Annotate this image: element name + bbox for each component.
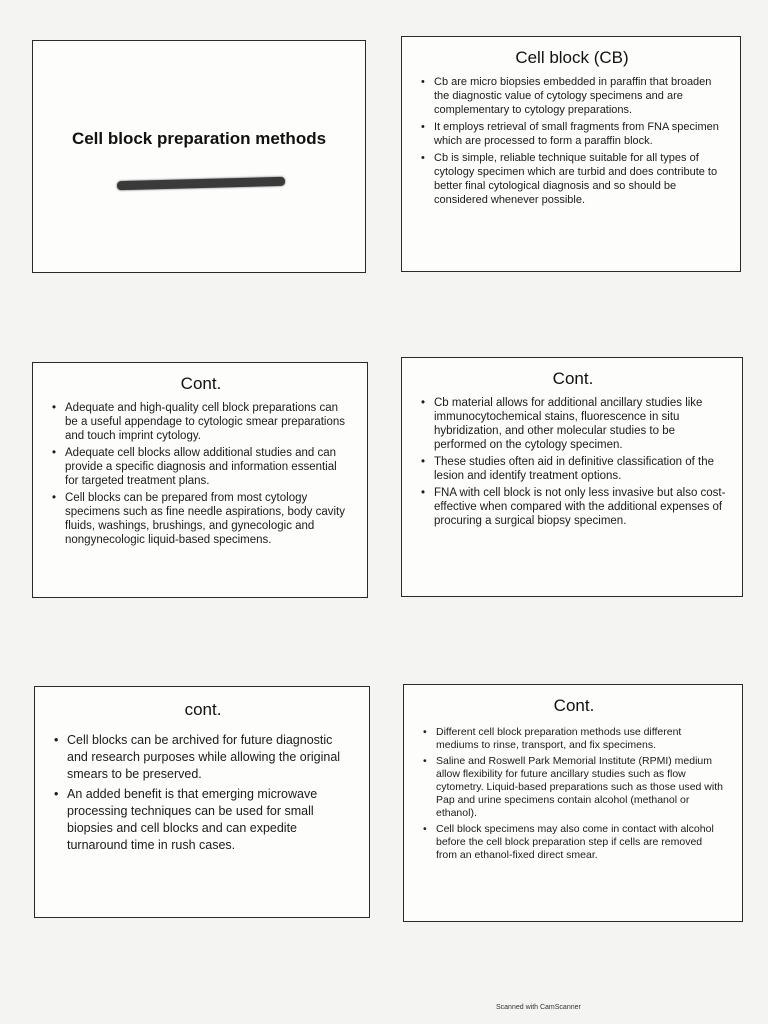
slide-cont-4 (403, 684, 743, 922)
bullet-item: • Cb material allows for additional ancillary studies like immunocytochemical stains, fluorescence in situ hybridization, and other molecular studies to be performed on the cytology specimen. (434, 396, 726, 452)
slide-cont-3 (34, 686, 370, 918)
bullet-list (53, 732, 353, 854)
slide-cont-2 (401, 357, 743, 597)
bullet-item: • Different cell block preparation methods use different mediums to rinse, transport, and fix specimens. (436, 726, 726, 752)
slide-cont-1 (32, 362, 368, 598)
bullet-item: • An added benefit is that emerging microwave processing techniques can be used for small biopsies and cell blocks and can expedite turnaround time in rush cases. (67, 786, 353, 854)
bullet-item: • Cell blocks can be archived for future diagnostic and research purposes while allowing the original smears to be preserved. (67, 732, 353, 783)
bullet-list (420, 396, 726, 528)
slide-heading: cont. (184, 700, 222, 719)
bullet-item: • Saline and Roswell Park Memorial Institute (RPMI) medium allow flexibility for future ancillary studies such as flow cytometry. Liquid-based preparations such as those used with Pap and urine specimens contain alcohol (methanol or ethanol). (436, 755, 726, 820)
slide-heading: Cell block (CB) (515, 48, 629, 67)
bullet-item: • FNA with cell block is not only less invasive but also cost-effective when compared with the additional expenses of procuring a surgical biopsy specimen. (434, 486, 726, 528)
bullet-item: • These studies often aid in definitive classification of the lesion and identify treatment options. (434, 455, 726, 483)
scanner-watermark: Scanned with CamScanner (496, 1004, 581, 1011)
bullet-item: • Cb are micro biopsies embedded in paraffin that broaden the diagnostic value of cytology specimens and are complementary to cytology preparations. (434, 75, 724, 117)
bullet-item: • Cell blocks can be prepared from most cytology specimens such as fine needle aspirations, body cavity fluids, washings, brushings, and gynecologic and nongynecologic liquid-based specimens. (65, 491, 351, 547)
bullet-item: • Cell block specimens may also come in contact with alcohol before the cell block preparation step if cells are removed from an ethanol-fixed direct smear. (436, 823, 726, 862)
redacted-author-mark (117, 177, 285, 190)
bullet-item: • It employs retrieval of small fragments from FNA specimen which are processed to form a paraffin block. (434, 120, 724, 148)
bullet-list (422, 726, 726, 862)
bullet-list (420, 75, 724, 207)
slide-heading: Cont. (180, 374, 222, 393)
slide-title (32, 40, 366, 273)
bullet-item: • Cb is simple, reliable technique suitable for all types of cytology specimen which are turbid and does contribute to better final cytological diagnosis and so should be considered whenever possible. (434, 151, 724, 207)
slide-cell-block (401, 36, 741, 272)
slide-heading: Cont. (553, 696, 595, 715)
bullet-list (51, 401, 351, 547)
bullet-item: • Adequate cell blocks allow additional studies and can provide a specific diagnosis and information essential for targeted treatment plans. (65, 446, 351, 488)
bullet-item: • Adequate and high-quality cell block preparations can be a useful appendage to cytologic smear preparations and touch imprint cytology. (65, 401, 351, 443)
slide-heading: Cont. (552, 369, 594, 388)
slide-title-text: Cell block preparation methods (71, 129, 327, 148)
